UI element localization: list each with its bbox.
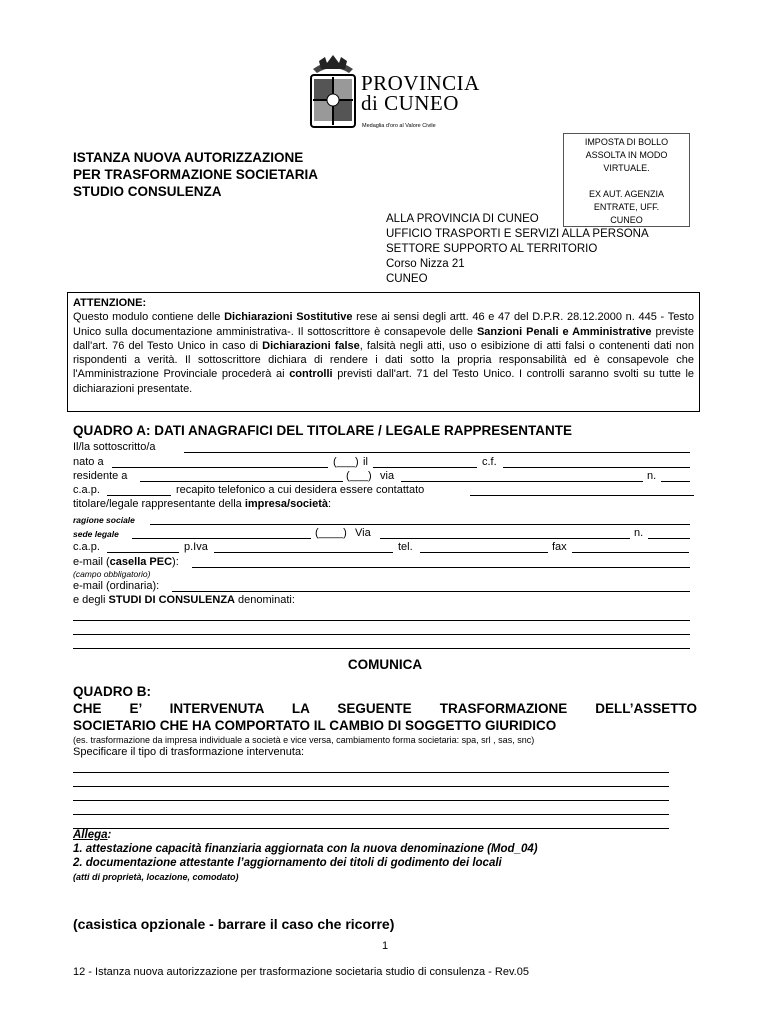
attention-heading: ATTENZIONE:: [73, 297, 147, 309]
allega-note: (atti di proprietà, locazione, comodato): [73, 872, 239, 882]
cap-label: c.a.p.: [73, 541, 100, 553]
allega-section: [73, 828, 538, 884]
quadro-a-title: QUADRO A: DATI ANAGRAFICI DEL TITOLARE / LEGALE RAPPRESENTANTE: [73, 423, 573, 438]
attention-bold: Dichiarazioni Sostitutive: [224, 311, 353, 324]
tel-label: tel.: [398, 541, 413, 553]
comunica-heading: COMUNICA: [347, 657, 423, 672]
address-line: UFFICIO TRASPORTI E SERVIZI ALLA PERSONA: [386, 228, 649, 240]
address-line: SETTORE SUPPORTO AL TERRITORIO: [386, 243, 598, 255]
quadro-b-title-line: SOCIETARIO CHE HA COMPORTATO IL CAMBIO DI SOGGETTO GIURIDICO: [73, 718, 557, 733]
field-label: e-mail (: [73, 556, 110, 568]
field-label-bold: impresa/società: [244, 498, 328, 510]
attention-text: previsti dall'art. 71 del Testo Unico. I controlli saranno svolti su tutte le dichiarazioni presentate.: [73, 368, 695, 395]
via-label: via: [380, 470, 395, 482]
il-label: il: [363, 456, 368, 468]
sottoscritto-field[interactable]: [184, 452, 690, 453]
sede-legale-label: sede legale: [73, 529, 119, 539]
field-label-bold: casella PEC: [109, 556, 173, 568]
email-ordinaria-field[interactable]: [172, 591, 690, 592]
sede-number-field[interactable]: [648, 538, 690, 539]
field-label-bold: STUDI DI CONSULENZA: [108, 594, 235, 606]
titolare-row: [73, 498, 331, 511]
provincia-logo: [305, 55, 480, 135]
email-ordinaria-label: e-mail (ordinaria):: [73, 580, 160, 592]
field-label: denominati:: [234, 594, 295, 606]
sottoscritto-row: [73, 441, 156, 454]
nato-row: [73, 456, 104, 469]
allega-label: Allega: [73, 829, 108, 841]
campo-obbligatorio-note: (campo obbligatorio): [73, 569, 151, 579]
birthplace-field[interactable]: [112, 467, 328, 468]
quadro-b-label: QUADRO B:: [73, 684, 151, 699]
studi-field[interactable]: [73, 634, 690, 635]
n-label: n.: [647, 470, 657, 482]
stamp-line: VIRTUALE.: [603, 163, 650, 173]
title-line: STUDIO CONSULENZA: [73, 184, 222, 199]
logo-line-1: PROVINCIA: [361, 71, 480, 95]
attention-bold: Sanzioni Penali e Amministrative: [476, 325, 652, 338]
fax-field[interactable]: [572, 552, 689, 553]
prov-paren: (____): [315, 527, 347, 539]
field-label: Il/la sottoscritto/a: [73, 441, 156, 453]
attention-text: Questo modulo contiene delle: [73, 311, 225, 324]
prov-paren: (___): [346, 470, 372, 482]
ragione-sociale-field[interactable]: [150, 524, 690, 525]
trasformazione-field[interactable]: [73, 814, 669, 815]
recapito-label: recapito telefonico a cui desidera essere contattato: [176, 484, 425, 496]
document-title: [73, 149, 318, 200]
recipient-address: [386, 212, 649, 287]
sede-cap-field[interactable]: [107, 552, 179, 553]
quadro-b-title-line: CHE E’ INTERVENUTA LA SEGUENTE TRASFORMAZIONE DELL’ASSETTO: [73, 701, 697, 716]
codice-fiscale-field[interactable]: [503, 467, 690, 468]
sede-city-field[interactable]: [132, 538, 311, 539]
trasformazione-field[interactable]: [73, 786, 669, 787]
field-label: e degli: [73, 594, 109, 606]
phone-field[interactable]: [470, 495, 694, 496]
footer-text: 12 - Istanza nuova autorizzazione per trasformazione societaria studio di consulenza - Rev.05: [73, 966, 529, 978]
cap-field[interactable]: [107, 495, 171, 496]
ragione-sociale-label: ragione sociale: [73, 515, 135, 525]
allega-item: 1. attestazione capacità finanziaria aggiornata con la nuova denominazione (Mod_04): [73, 843, 538, 855]
piva-field[interactable]: [214, 552, 393, 553]
address-line: CUNEO: [386, 273, 428, 285]
stamp-line: IMPOSTA DI BOLLO: [584, 137, 669, 147]
quadro-b-example: (es. trasformazione da impresa individuale a società e vice versa, cambiamento forma societaria: spa, srl , sas, snc): [73, 735, 535, 745]
attention-text: , falsità negli atti, uso o esibizione di atti falsi o contenenti dati non rispondenti a verità. Il sottoscrittore dichiara di rendere i dati sotto la propria responsabilità ed è consapevole che l'Amministrazione Provinciale procederà ai: [73, 339, 694, 381]
attention-box: [67, 292, 700, 412]
address-line: ALLA PROVINCIA DI CUNEO: [386, 213, 539, 225]
cf-label: c.f.: [482, 456, 497, 468]
attention-bold: controlli: [289, 368, 333, 381]
stamp-line: ENTRATE, UFF.: [593, 202, 660, 212]
address-line: Corso Nizza 21: [386, 258, 465, 270]
residence-number-field[interactable]: [661, 481, 690, 482]
birthdate-field[interactable]: [373, 467, 477, 468]
attention-text: rese ai sensi degli artt. 46 e 47 del D.P.R. 28.12.2000 n. 445 - Testo Unico sulla documentazione amministrativa-. Il sottoscrittore è consapevole delle: [73, 311, 694, 338]
studi-field[interactable]: [73, 648, 690, 649]
piva-label: p.Iva: [184, 541, 208, 553]
tel-field[interactable]: [420, 552, 548, 553]
n-label: n.: [634, 527, 644, 539]
residence-city-field[interactable]: [140, 481, 343, 482]
prov-paren: (___): [333, 456, 359, 468]
fax-label: fax: [552, 541, 567, 553]
sede-street-field[interactable]: [380, 538, 630, 539]
attention-text: previste dall'art. 76 del Testo Unico in caso di: [73, 325, 694, 352]
attention-bold: Dichiarazioni false: [262, 339, 360, 352]
logo-title: [361, 73, 480, 113]
trasformazione-field[interactable]: [73, 772, 669, 773]
quadro-b-specify: Specificare il tipo di trasformazione intervenuta:: [73, 746, 305, 758]
pec-email-field[interactable]: [192, 567, 690, 568]
crest-icon: [305, 55, 361, 133]
stamp-line: EX AUT. AGENZIA: [588, 189, 665, 199]
field-label: titolare/legale rappresentante della: [73, 498, 245, 510]
cap-label: c.a.p.: [73, 484, 100, 496]
trasformazione-field[interactable]: [73, 800, 669, 801]
logo-tagline: Medaglia d'oro al Valore Civile: [362, 123, 436, 129]
quadro-b-section: [73, 683, 697, 734]
residente-row: residente a: [73, 470, 128, 482]
studi-field[interactable]: [73, 620, 690, 621]
optional-heading: (casistica opzionale - barrare il caso che ricorre): [73, 916, 395, 932]
allega-colon: :: [107, 829, 112, 841]
stamp-line: CUNEO: [610, 215, 643, 225]
field-label: nato a: [73, 456, 104, 468]
logo-line-2: di CUNEO: [361, 91, 459, 115]
stamp-line: ASSOLTA IN MODO: [585, 150, 668, 160]
studi-row: [73, 594, 295, 607]
page-number: 1: [381, 940, 389, 952]
sede-via-label: Via: [355, 527, 371, 539]
field-label: :: [328, 498, 332, 510]
residence-street-field[interactable]: [401, 481, 643, 482]
title-line: PER TRASFORMAZIONE SOCIETARIA: [73, 167, 319, 182]
field-label: ):: [172, 556, 179, 568]
title-line: ISTANZA NUOVA AUTORIZZAZIONE: [73, 150, 304, 165]
allega-item: 2. documentazione attestante l’aggiornamento dei titoli di godimento dei locali: [73, 857, 502, 869]
